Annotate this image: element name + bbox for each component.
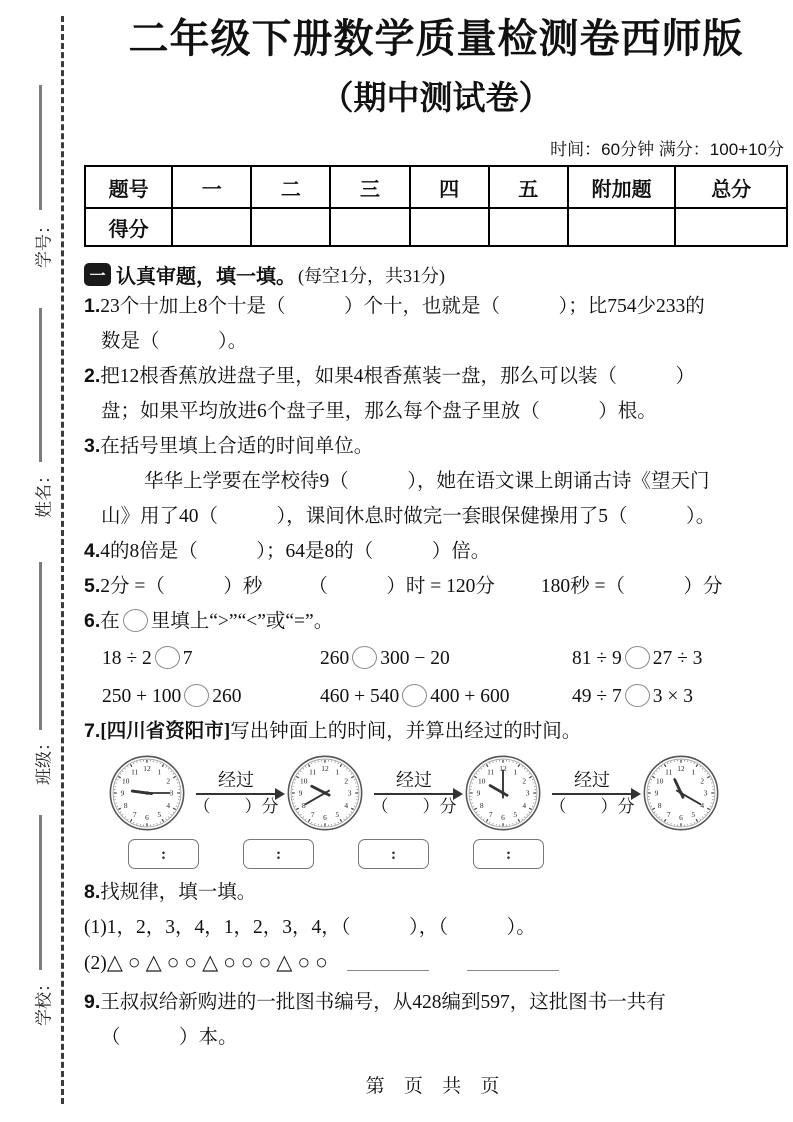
- sidebar-write-line: [39, 85, 42, 210]
- question-9: [84, 985, 788, 1055]
- elapsed-label: 经过: [218, 769, 254, 790]
- unit-conversion: 2分 =（ ）秒: [100, 576, 263, 597]
- svg-text:3: 3: [525, 788, 530, 798]
- time-answer-box: :: [243, 839, 314, 869]
- clock-face: [464, 753, 542, 833]
- question-number: 3.: [84, 435, 101, 457]
- score-table-score-row: [85, 208, 787, 246]
- svg-text:2: 2: [344, 776, 349, 786]
- expression-left: 18 ÷ 2: [102, 648, 152, 669]
- score-blank-cell: [489, 208, 568, 246]
- question-text: （ ）本。: [101, 1027, 238, 1048]
- binding-dashed-line: [61, 16, 64, 1104]
- svg-text:5: 5: [157, 809, 162, 819]
- score-blank-cell: [330, 208, 409, 246]
- svg-text:7: 7: [132, 809, 137, 819]
- svg-text:8: 8: [123, 800, 128, 810]
- table-cell: 附加题: [568, 166, 676, 208]
- table-cell: 总分: [675, 166, 787, 208]
- svg-text:1: 1: [691, 767, 696, 777]
- time-answer-box: :: [473, 839, 544, 869]
- svg-text:11: 11: [487, 767, 495, 777]
- svg-text:1: 1: [513, 767, 518, 777]
- svg-text:11: 11: [665, 767, 673, 777]
- svg-text:10: 10: [656, 776, 664, 786]
- question-6: [84, 604, 788, 714]
- comparison-item: [572, 641, 788, 676]
- unit-conversion: （ ）时 = 120分: [308, 576, 495, 597]
- time-answer-row: [84, 839, 788, 869]
- svg-text:8: 8: [479, 800, 484, 810]
- svg-text:4: 4: [700, 800, 705, 810]
- question-text: 数是（ ）。: [101, 331, 248, 352]
- time-answer-box: :: [358, 839, 429, 869]
- svg-text:9: 9: [654, 788, 659, 798]
- question-text: 王叔叔给新购进的一批图书编号，从428编到597，这批图书一共有: [100, 992, 666, 1013]
- arrow-right-icon: [552, 793, 632, 795]
- answer-blank-line: [467, 969, 559, 971]
- svg-text:7: 7: [666, 809, 671, 819]
- page-title: 二年级下册数学质量检测卷西师版: [128, 17, 744, 61]
- svg-text:12: 12: [499, 764, 507, 774]
- svg-text:4: 4: [522, 800, 527, 810]
- svg-text:5: 5: [691, 809, 696, 819]
- expression-right: 7: [182, 648, 193, 669]
- sidebar-write-line: [39, 815, 42, 970]
- svg-text:10: 10: [122, 776, 130, 786]
- table-cell: 二: [251, 166, 330, 208]
- score-table-header-row: [85, 166, 787, 208]
- question-text: 盘；如果平均放进6个盘子里，那么每个盘子里放（ ）根。: [101, 401, 657, 422]
- question-text: 23个十加上8个十是（ ）个十，也就是（ ）；比754少233的: [100, 296, 705, 317]
- school-label: 学校：: [34, 975, 54, 1026]
- svg-text:12: 12: [321, 764, 329, 774]
- comparison-grid: [84, 641, 788, 714]
- svg-text:2: 2: [522, 776, 527, 786]
- svg-text:5: 5: [513, 809, 518, 819]
- svg-text:7: 7: [310, 809, 315, 819]
- table-cell: 五: [489, 166, 568, 208]
- svg-text:2: 2: [166, 776, 171, 786]
- question-text: 在: [100, 611, 120, 632]
- page-subtitle: （期中测试卷）: [320, 79, 552, 116]
- svg-text:6: 6: [679, 813, 683, 823]
- clock-face: [286, 753, 364, 833]
- expression-right: 27 ÷ 3: [652, 648, 703, 669]
- elapsed-blank: （ ）分: [371, 796, 457, 816]
- question-text: 写出钟面上的时间，并算出经过的时间。: [230, 721, 582, 742]
- question-text: 4的8倍是（ ）；64是8的（ ）倍。: [100, 541, 491, 562]
- comparison-item: [320, 641, 572, 676]
- student-id-label: 学号：: [34, 217, 54, 268]
- section-marker-icon: 一: [84, 263, 111, 286]
- page-footer: 第 页 共 页: [365, 1076, 507, 1097]
- compare-circle-icon: [155, 646, 180, 669]
- elapsed-label: 经过: [396, 769, 432, 790]
- question-1: [84, 289, 788, 359]
- compare-circle-icon: [625, 684, 650, 707]
- question-text: 找规律，填一填。: [100, 882, 257, 903]
- comparison-item: [102, 679, 320, 714]
- expression-left: 49 ÷ 7: [572, 686, 622, 707]
- table-cell: 三: [330, 166, 409, 208]
- expression-left: 460 + 540: [320, 686, 400, 707]
- svg-text:10: 10: [300, 776, 308, 786]
- comparison-item: [320, 679, 572, 714]
- svg-text:5: 5: [335, 809, 340, 819]
- expression-right: 3 × 3: [652, 686, 693, 707]
- elapsed-blank: （ ）分: [549, 796, 635, 816]
- svg-text:3: 3: [347, 788, 352, 798]
- arrow-right-icon: [196, 793, 276, 795]
- expression-left: 250 + 100: [102, 686, 182, 707]
- question-text: 把12根香蕉放进盘子里，如果4根香蕉装一盘，那么可以装（ ）: [100, 366, 696, 387]
- question-number: 9.: [84, 991, 101, 1013]
- svg-text:6: 6: [323, 813, 327, 823]
- svg-text:7: 7: [488, 809, 493, 819]
- svg-text:1: 1: [335, 767, 340, 777]
- question-7: [84, 714, 788, 869]
- clock-face: [642, 753, 720, 833]
- answer-blank-line: [347, 969, 429, 971]
- question-number: 6.: [84, 610, 101, 632]
- svg-text:6: 6: [145, 813, 149, 823]
- paper-content: [84, 14, 788, 1098]
- elapsed-blank: （ ）分: [193, 796, 279, 816]
- question-2: [84, 359, 788, 429]
- expression-left: 81 ÷ 9: [572, 648, 622, 669]
- svg-text:8: 8: [657, 800, 662, 810]
- time-answer-box: :: [128, 839, 199, 869]
- svg-text:2: 2: [700, 776, 705, 786]
- score-blank-cell: [172, 208, 251, 246]
- svg-text:11: 11: [131, 767, 139, 777]
- question-number: 1.: [84, 295, 101, 317]
- compare-circle-icon: [184, 684, 209, 707]
- question-5: [84, 569, 788, 604]
- expression-right: 300 − 20: [380, 648, 450, 669]
- svg-text:9: 9: [476, 788, 481, 798]
- score-blank-cell: [410, 208, 489, 246]
- question-3: [84, 429, 788, 534]
- svg-text:4: 4: [166, 800, 171, 810]
- svg-text:1: 1: [157, 767, 162, 777]
- question-text: 山》用了40（ ），课间休息时做完一套眼保健操用了5（ ）。: [101, 506, 716, 527]
- score-blank-cell: [568, 208, 676, 246]
- score-blank-cell: [675, 208, 787, 246]
- svg-text:3: 3: [169, 788, 174, 798]
- svg-text:4: 4: [344, 800, 349, 810]
- table-cell: 一: [172, 166, 251, 208]
- class-label: 班级：: [34, 734, 54, 785]
- time-score-meta: 时间：60分钟 满分：100+10分: [550, 140, 784, 159]
- pattern-shapes: △○△○○△○○○△○○: [106, 950, 333, 974]
- source-tag: [四川省资阳市]: [100, 721, 231, 742]
- unit-conversion: 180秒 =（ ）分: [540, 576, 723, 597]
- elapsed-arrow-group: [188, 770, 284, 817]
- pattern-part-number: (2): [84, 953, 107, 974]
- question-text: 华华上学要在学校待9（ ），她在语文课上朗诵古诗《望天门: [144, 471, 710, 492]
- svg-text:11: 11: [309, 767, 317, 777]
- svg-text:12: 12: [677, 764, 685, 774]
- svg-text:8: 8: [301, 800, 306, 810]
- question-number: 5.: [84, 575, 101, 597]
- question-4: [84, 534, 788, 569]
- student-name-label: 姓名：: [34, 467, 54, 518]
- clock-row: [84, 753, 788, 833]
- table-cell: 得分: [85, 208, 172, 246]
- compare-circle-icon: [625, 646, 650, 669]
- svg-text:10: 10: [478, 776, 486, 786]
- svg-text:12: 12: [143, 764, 151, 774]
- sidebar-write-line: [39, 308, 42, 462]
- question-number: 7.: [84, 720, 101, 742]
- expression-right: 400 + 600: [430, 686, 510, 707]
- question-number: 2.: [84, 365, 101, 387]
- compare-circle-icon: [402, 684, 427, 707]
- section-one-header: [84, 260, 788, 289]
- question-number: 8.: [84, 881, 101, 903]
- svg-text:3: 3: [703, 788, 708, 798]
- question-text: 在括号里填上合适的时间单位。: [100, 436, 374, 457]
- arrow-right-icon: [374, 793, 454, 795]
- pattern-numbers: (1)1，2，3，4，1，2，3，4，（ ），（ ）。: [84, 917, 536, 938]
- comparison-item: [572, 679, 788, 714]
- sidebar-write-line: [39, 562, 42, 730]
- section-title: 认真审题，填一填。: [116, 266, 296, 288]
- elapsed-label: 经过: [574, 769, 610, 790]
- score-blank-cell: [251, 208, 330, 246]
- comparison-item: [102, 641, 320, 676]
- svg-text:9: 9: [120, 788, 125, 798]
- table-cell: 题号: [85, 166, 172, 208]
- expression-right: 260: [212, 686, 242, 707]
- svg-text:6: 6: [501, 813, 505, 823]
- compare-circle-icon: [123, 609, 148, 632]
- elapsed-arrow-group: [544, 770, 640, 817]
- svg-text:9: 9: [298, 788, 303, 798]
- table-cell: 四: [410, 166, 489, 208]
- score-table: [84, 165, 788, 247]
- compare-circle-icon: [352, 646, 377, 669]
- expression-left: 260: [320, 648, 350, 669]
- section-note: (每空1分，共31分): [298, 265, 445, 286]
- clock-face: [108, 753, 186, 833]
- question-number: 4.: [84, 540, 101, 562]
- question-text: 里填上“>”“<”或“=”。: [150, 611, 334, 632]
- elapsed-arrow-group: [366, 770, 462, 817]
- question-8: [84, 875, 788, 981]
